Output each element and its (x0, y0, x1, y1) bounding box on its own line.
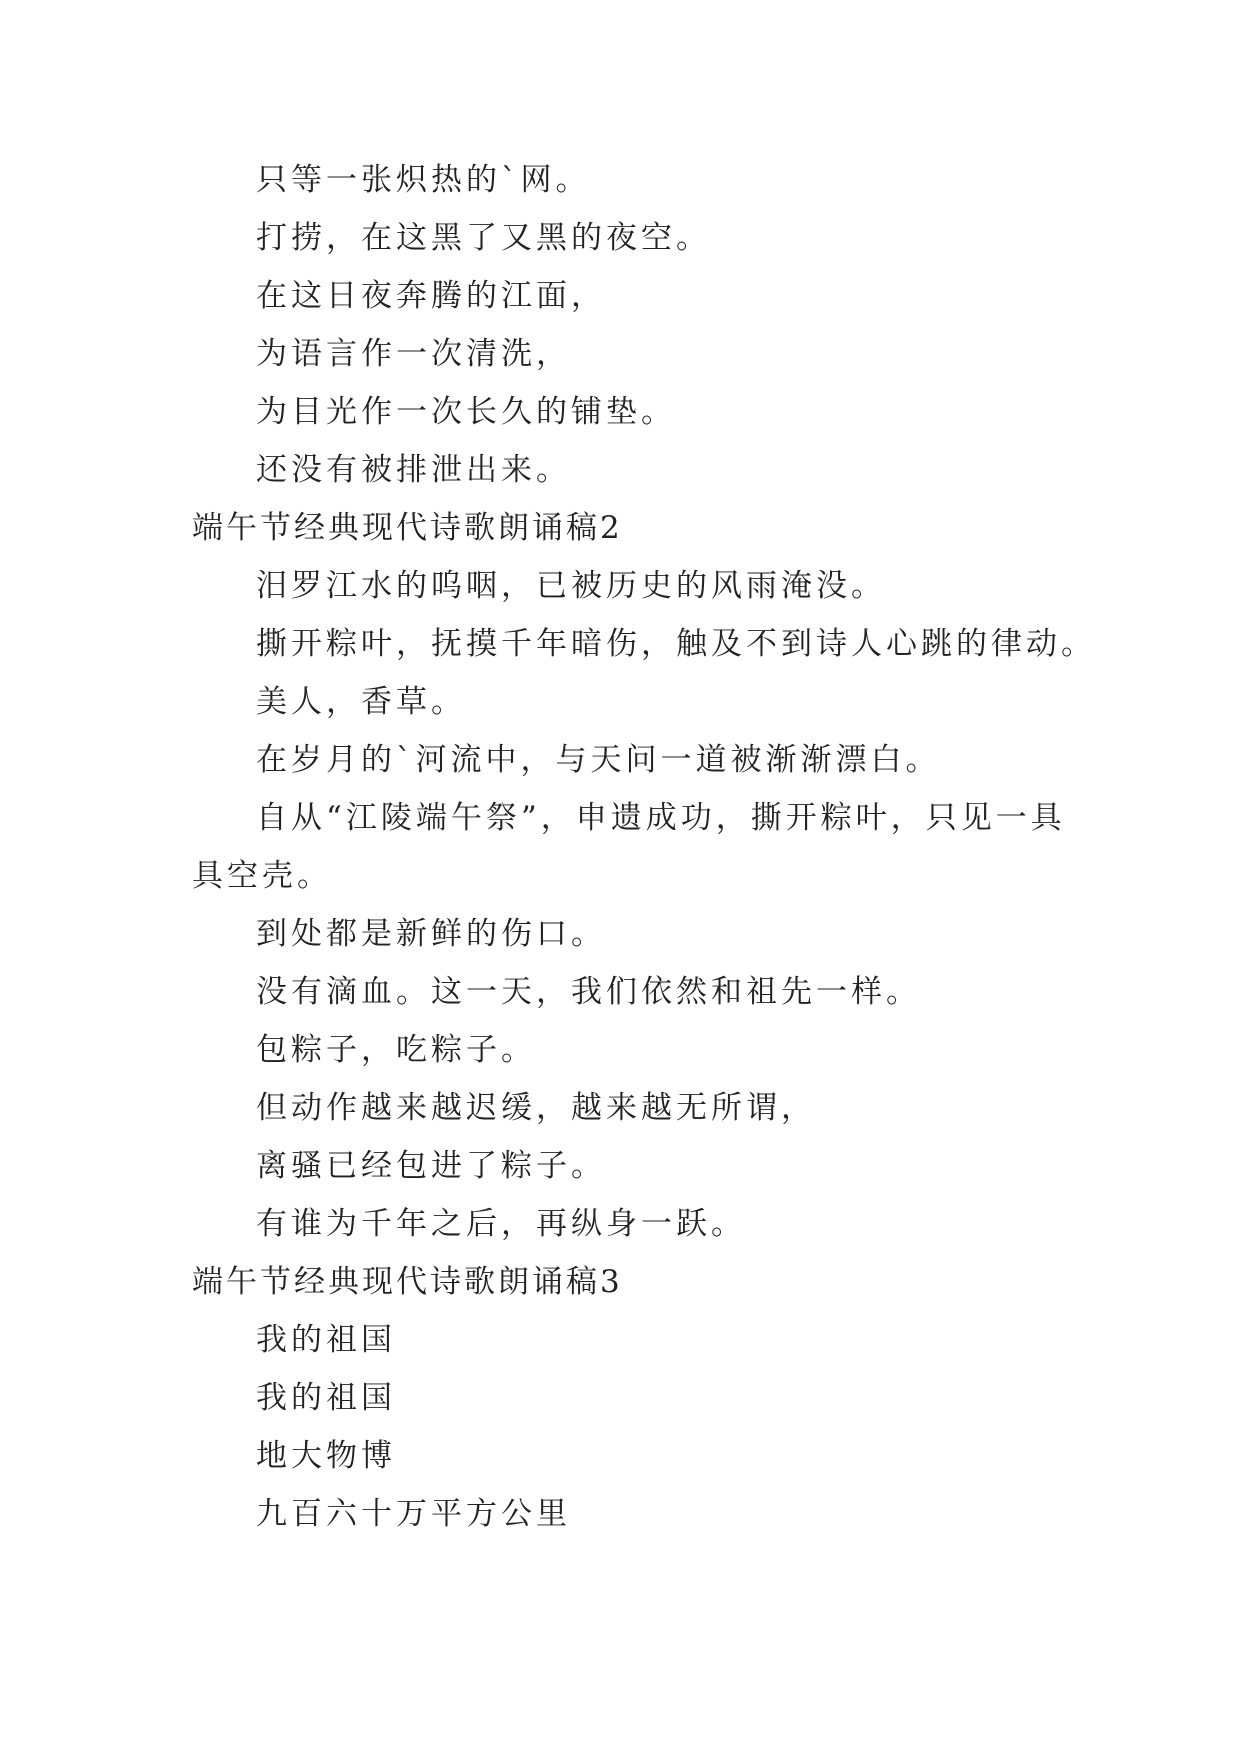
poem-line: 但动作越来越迟缓，越来越无所谓， (256, 1090, 816, 1126)
poem-line: 九百六十万平方公里 (256, 1496, 571, 1532)
poem-line: 汨罗江水的呜咽，已被历史的风雨淹没。 (256, 568, 886, 604)
poem-line: 为目光作一次长久的铺垫。 (256, 394, 676, 430)
poem-line: 没有滴血。这一天，我们依然和祖先一样。 (256, 974, 921, 1010)
poem-line: 有谁为千年之后，再纵身一跃。 (256, 1206, 746, 1242)
section-heading: 端午节经典现代诗歌朗诵稿2 (192, 510, 623, 546)
poem-line: 为语言作一次清洗， (256, 336, 571, 372)
poem-line: 还没有被排泄出来。 (256, 452, 571, 488)
poem-line: 我的祖国 (256, 1380, 396, 1416)
poem-line: 在这日夜奔腾的江面， (256, 278, 606, 314)
poem-line: 自从“江陵端午祭”，申遗成功，撕开粽叶，只见一具 (256, 800, 1066, 836)
poem-line: 我的祖国 (256, 1322, 396, 1358)
poem-line: 在岁月的`河流中，与天问一道被渐渐漂白。 (256, 742, 941, 778)
poem-line: 到处都是新鲜的伤口。 (256, 916, 606, 952)
poem-line: 离骚已经包进了粽子。 (256, 1148, 606, 1184)
poem-line: 撕开粽叶，抚摸千年暗伤，触及不到诗人心跳的律动。 (256, 626, 1096, 662)
poem-line: 地大物博 (256, 1438, 396, 1474)
section-heading: 端午节经典现代诗歌朗诵稿3 (192, 1264, 623, 1300)
poem-line: 打捞，在这黑了又黑的夜空。 (256, 220, 711, 256)
poem-line-continuation: 具空壳。 (192, 858, 332, 894)
poem-line: 包粽子，吃粽子。 (256, 1032, 536, 1068)
poem-line: 只等一张炽热的`网。 (256, 162, 591, 198)
poem-line: 美人，香草。 (256, 684, 466, 720)
